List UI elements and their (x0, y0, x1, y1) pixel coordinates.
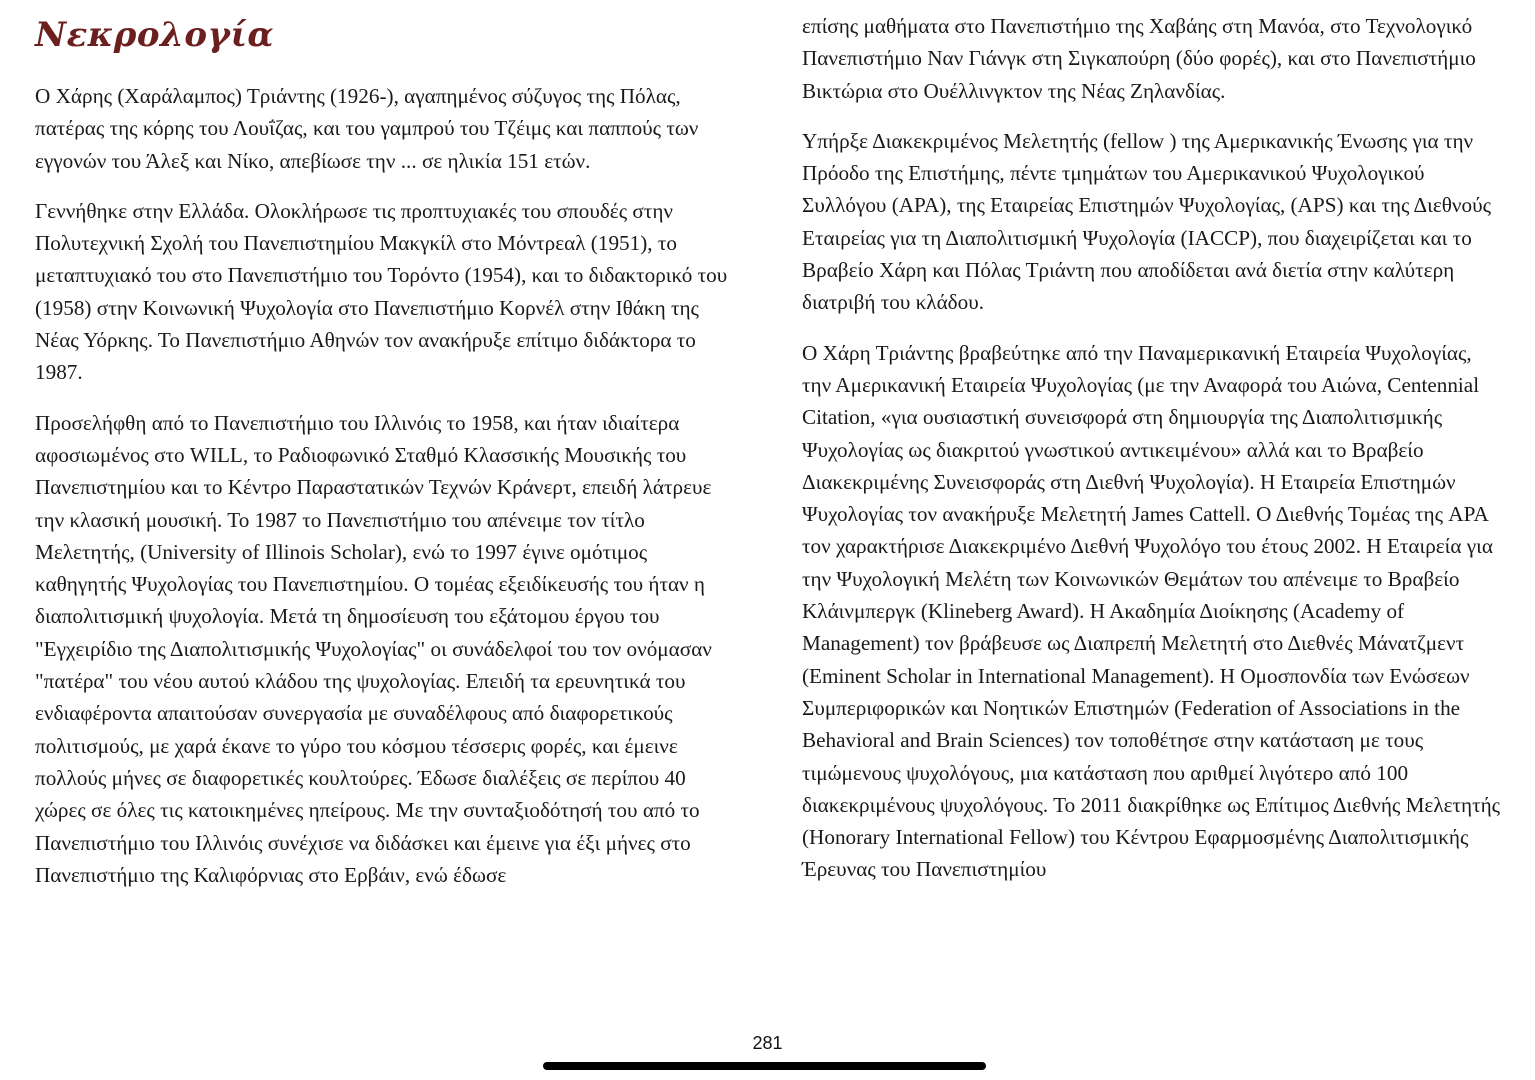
paragraph: Γεννήθηκε στην Ελλάδα. Ολοκλήρωσε τις προπτυχιακές του σπουδές στην Πολυτεχνική Σχολή του Πανεπιστημίου Μακγκίλ στο Μόντρεαλ (1951), το μεταπτυχιακό του στο Πανεπιστήμιο του Τορόντο (1954), και το διδακτορικό του (1958) στην Κοινωνική Ψυχολογία στο Πανεπιστήμιο Κορνέλ στην Ιθάκη της Νέας Υόρκης. Το Πανεπιστήμιο Αθηνών τον ανακήρυξε επίτιμο διδάκτορα το 1987. (35, 198, 728, 385)
paragraph: Ο Χάρης (Χαράλαμπος) Τριάντης (1926-), αγαπημένος σύζυγος της Πόλας, πατέρας της κόρης του Λουΐζας, και του γαμπρού του Τζέιμς και παππούς των εγγονών του Άλεξ και Νίκο, απεβίωσε την ... σε ηλικία 151 ετών. (35, 84, 699, 173)
home-indicator[interactable] (543, 1062, 986, 1070)
page-title: Νεκρολογία (35, 15, 275, 55)
paragraph: Ο Χάρη Τριάντης βραβεύτηκε από την Παναμερικανική Εταιρεία Ψυχολογίας, την Αμερικανική Εταιρεία Ψυχολογίας (με την Αναφορά του Αιώνα, Centennial Citation, «για ουσιαστική συνεισφορά στη δημιουργία της Διαπολιτισμικής Ψυχολογίας ως διακριτού γνωστικού αντικειμένου» αλλά και το Βραβείο Διακεκριμένης Συνεισφοράς στη Διεθνή Ψυχολογία). Η Εταιρεία Επιστημών Ψυχολογίας τον ανακήρυξε Μελετητή James Cattell. Ο Διεθνής Τομέας της APA τον χαρακτήρισε Διακεκριμένο Διεθνή Ψυχολόγο του έτους 2002. Η Εταιρεία για την Ψυχολογική Μελέτη των Κοινωνικών Θεμάτων του απένειμε το Βραβείο Κλάινμπεργκ (Klineberg Award). Η Ακαδημία Διοίκησης (Academy of Management) τον βράβευσε ως Διαπρεπή Μελετητή στο Διεθνές Μάνατζμεντ (Eminent Scholar in International Management). Η Ομοσπονδία των Ενώσεων Συμπεριφορικών και Νοητικών Επιστημών (Federation of Associations in the Behavioral and Brain Sciences) τον τοποθέτησε στην κατάσταση με τους τιμώμενους ψυχολόγους, μια κατάσταση που αριθμεί λιγότερο από 100 διακεκριμένους ψυχολόγους. Το 2011 διακρίθηκε ως Επίτιμος Διεθνής Μελετητής (Honorary International Fellow) του Κέντρου Εφαρμοσμένης Διαπολιτισμικής Έρευνας του Πανεπιστημίου (802, 340, 1501, 882)
left-column (35, 0, 735, 891)
paragraph: επίσης μαθήματα στο Πανεπιστήμιο της Χαβάης στη Μανόα, στο Τεχνολογικό Πανεπιστήμιο Ναν Γιάνγκ στη Σιγκαπούρη (δύο φορές), και στο Πανεπιστήμιο Βικτώρια στο Ουέλλινγκτον της Νέας Ζηλανδίας. (802, 14, 1476, 103)
right-column (802, 0, 1502, 886)
paragraph: Προσελήφθη από το Πανεπιστήμιο του Ιλλινόις το 1958, και ήταν ιδιαίτερα αφοσιωμένος στο WILL, το Ραδιοφωνικό Σταθμό Κλασσικής Μουσικής του Πανεπιστημίου και το Κέντρο Παραστατικών Τεχνών Κράνερτ, επειδή λάτρευε την κλασική μουσική. Το 1987 το Πανεπιστήμιο του απένειμε τον τίτλο Μελετητής, (University of Illinois Scholar), ενώ το 1997 έγινε ομότιμος καθηγητής Ψυχολογίας του Πανεπιστημίου. Ο τομέας εξειδίκευσής του ήταν η διαπολιτισμική ψυχολογία. Μετά τη δημοσίευση του εξάτομου έργου του "Εγχειρίδιο της Διαπολιτισμικής Ψυχολογίας" οι συνάδελφοί του τον ονόμασαν "πατέρα" του νέου αυτού κλάδου της ψυχολογίας. Επειδή τα ερευνητικά του ενδιαφέροντα απαιτούσαν συνεργασία με συναδέλφους από διαφορετικούς πολιτισμούς, με χαρά έκανε το γύρο του κόσμου τέσσερις φορές, και έμεινε πολλούς μήνες σε διαφορετικές κουλτούρες. Έδωσε διαλέξεις σε περίπου 40 χώρες σε όλες τις κατοικημένες ηπείρους. Με την συνταξιοδότησή του από το Πανεπιστήμιο του Ιλλινόις συνέχισε να διδάσκει και έμεινε για έξι μήνες στο Πανεπιστήμιο της Καλιφόρνιας στο Ερβάιν, ενώ έδωσε (35, 410, 712, 887)
paragraph: Υπήρξε Διακεκριμένος Μελετητής (fellow ) της Αμερικανικής Ένωσης για την Πρόοδο της Επιστήμης, πέντε τμημάτων του Αμερικανικού Ψυχολογικού Συλλόγου (APA), της Εταιρείας Επιστημών Ψυχολογίας, (APS) και της Διεθνούς Εταιρείας για τη Διαπολιτισμική Ψυχολογία (IACCP), που διαχειρίζεται και το Βραβείο Χάρη και Πόλας Τριάντη που αποδίδεται ανά διετία στην καλύτερη διατριβή του κλάδου. (802, 128, 1491, 315)
page-number: 281 (752, 1033, 783, 1053)
